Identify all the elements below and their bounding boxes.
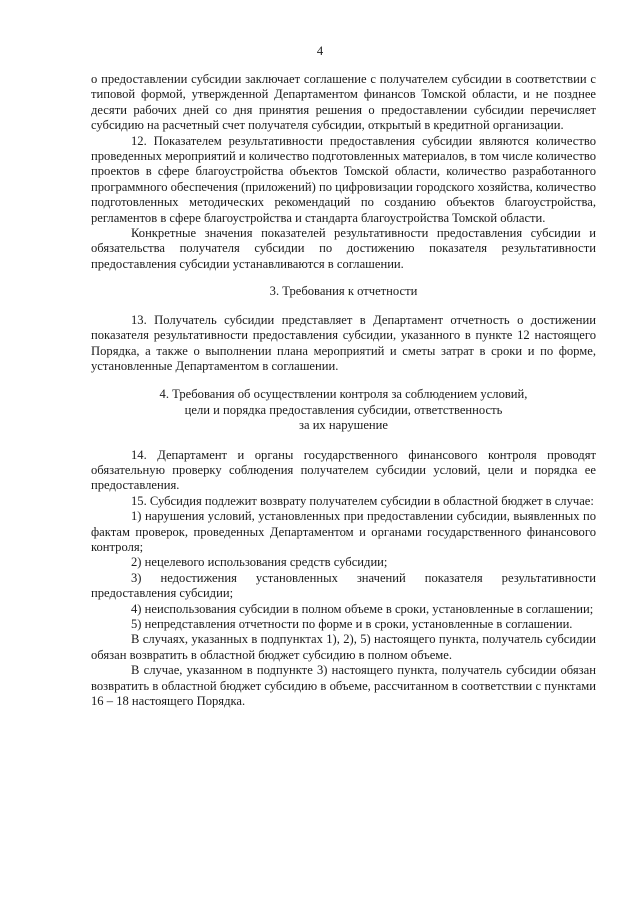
section-3-heading: 3. Требования к отчетности	[269, 284, 418, 299]
paragraph: В случаях, указанных в подпунктах 1), 2), 5) настоящего пункта, получатель субсидии обязан возвратить в областной бюджет субсидию в полном объеме.	[91, 632, 596, 662]
heading-line: за их нарушение	[298, 418, 388, 433]
paragraph: В случае, указанном в подпункте 3) настоящего пункта, получатель субсидии обязан возвратить в областной бюджет субсидию в объеме, рассчитанном в соответствии с пунктами 16 – 18 настоящего Порядка.	[91, 663, 596, 709]
paragraph: 14. Департамент и органы государственного финансового контроля проводят обязательную проверку соблюдения получателем субсидии условий, цели и порядка ее предоставления.	[91, 447, 596, 493]
paragraph: 15. Субсидия подлежит возврату получателем субсидии в областной бюджет в случае:	[131, 493, 594, 508]
section-4-heading	[91, 387, 596, 433]
list-item: 4) неиспользования субсидии в полном объеме в сроки, установленные в соглашении;	[131, 601, 594, 616]
list-item: 5) непредставления отчетности по форме и в сроки, установленные в соглашении.	[131, 617, 573, 631]
paragraph: Конкретные значения показателей результативности предоставления субсидии и обязательства получателя субсидии по достижению показателя результативности предоставления субсидии устанавливаются в соглашении.	[91, 226, 596, 271]
page-number: 4	[316, 44, 324, 58]
document-body	[91, 72, 596, 709]
list-item: 1) нарушения условий, установленных при предоставлении субсидии, выявленных по фактам проверок, проведенных Департаментом и органами государственного финансового контроля;	[91, 509, 596, 554]
paragraph: о предоставлении субсидии заключает соглашение с получателем субсидии в соответствии с типовой формой, утвержденной Департаментом финансов Томской области, и не позднее десяти рабочих дней со дня принятия решения о предоставлении субсидии перечисляет субсидию на расчетный счет получателя субсидии, открытый в кредитной организации.	[91, 72, 596, 133]
paragraph: 12. Показателем результативности предоставления субсидии являются количество проведенных мероприятий и количество подготовленных материалов, в том числе количество проектов в сфере благоустройства объектов Томской области, количество разработанного программного обеспечения (приложений) по цифровизации городского хозяйства, количество подготовленных методических рекомендаций по созданию объектов благоустройства, регламентов в сфере благоустройства и стандарта благоустройства Томской области.	[91, 133, 596, 225]
paragraph: 13. Получатель субсидии представляет в Департамент отчетность о достижении показателя результативности предоставления субсидии, указанного в пункте 12 настоящего Порядка, а также о выполнении плана мероприятий и сметы затрат в сроки и по форме, установленные Департаментом в соглашении.	[91, 312, 596, 373]
list-item: 3) недостижения установленных значений показателя результативности предоставления субсидии;	[91, 570, 596, 601]
heading-line: цели и порядка предоставления субсидии, ответственность	[184, 402, 503, 417]
heading-line: 4. Требования об осуществлении контроля за соблюдением условий,	[159, 387, 528, 402]
list-item: 2) нецелевого использования средств субсидии;	[131, 555, 388, 570]
